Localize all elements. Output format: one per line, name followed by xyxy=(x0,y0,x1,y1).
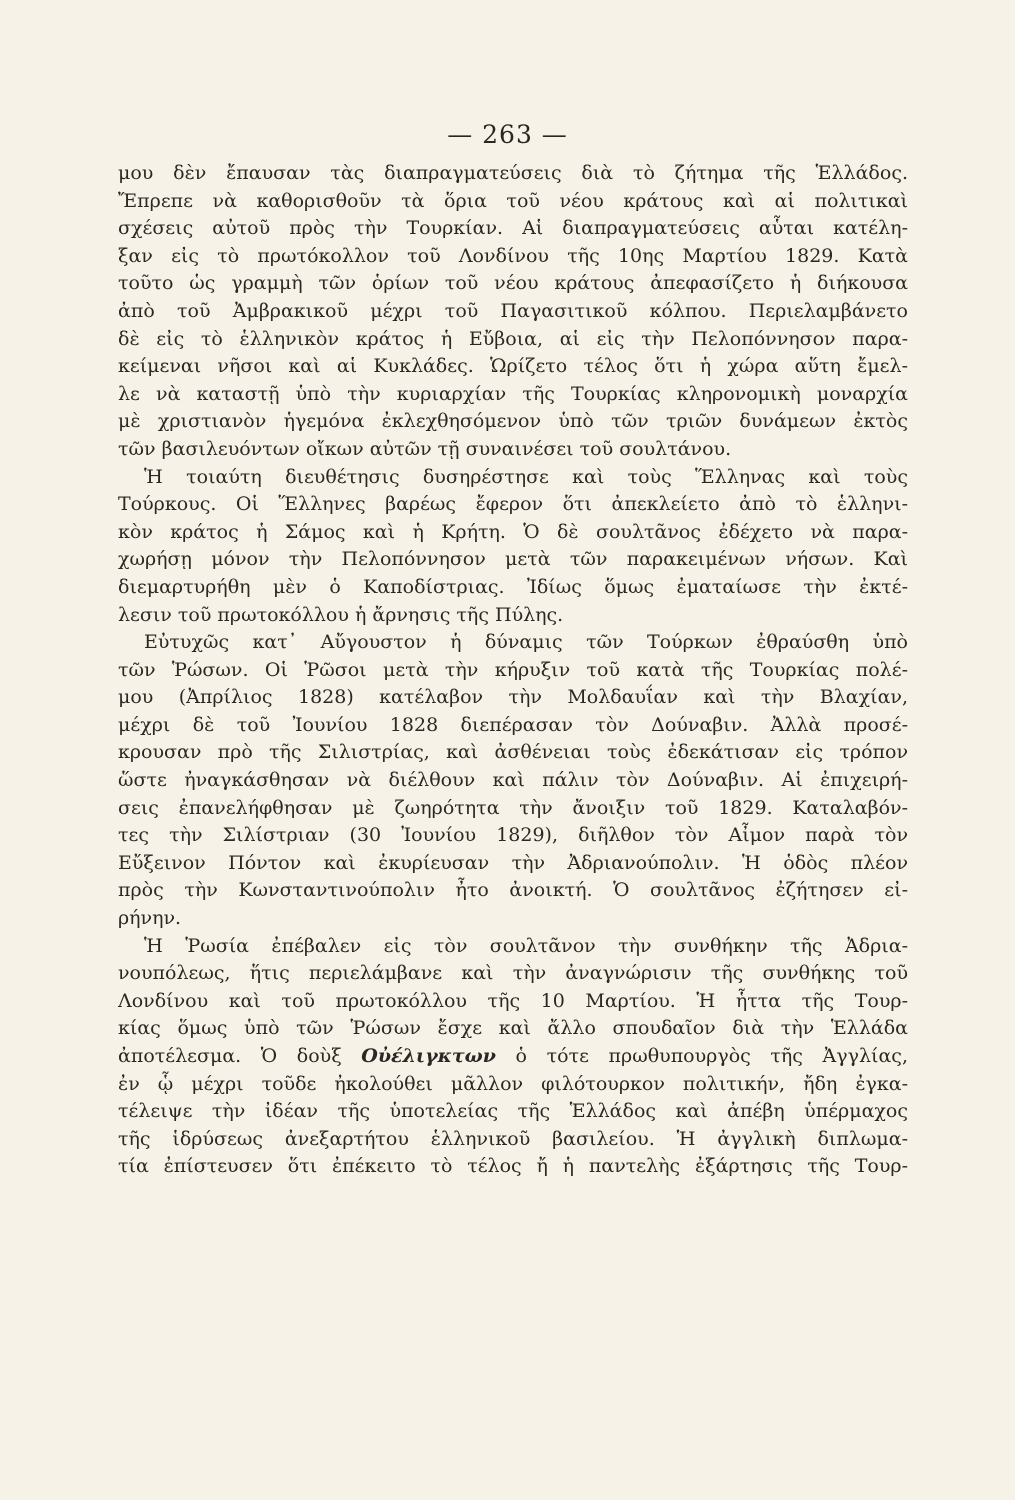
text-line: κὸν κράτος ἡ Σάμος καὶ ἡ Κρήτη. Ὁ δὲ σουλτᾶνος ἐδέχετο νὰ παρα- xyxy=(118,520,908,543)
text-line: τῆς ἱδρύσεως ἀνεξαρτήτου ἑλληνικοῦ βασιλείου. Ἡ ἀγγλικὴ διπλωμα- xyxy=(118,1127,908,1150)
text-line: Εὔξεινον Πόντον καὶ ἐκυρίευσαν τὴν Ἀδριανούπολιν. Ἡ ὁδὸς πλέον xyxy=(118,851,908,874)
text-line: τῶν βασιλευόντων οἴκων αὐτῶν τῇ συναινέσει τοῦ σουλτάνου. xyxy=(118,437,732,460)
text-line: μέχρι δὲ τοῦ Ἰουνίου 1828 διεπέρασαν τὸν Δούναβιν. Ἀλλὰ προσέ- xyxy=(118,713,908,736)
text-line: τέλειψε τὴν ἰδέαν τῆς ὑποτελείας τῆς Ἑλλάδος καὶ ἀπέβη ὑπέρμαχος xyxy=(118,1100,908,1123)
text-line: μου δὲν ἔπαυσαν τὰς διαπραγματεύσεις διὰ τὸ ζήτημα τῆς Ἑλλάδος. xyxy=(118,162,908,184)
text-line: χωρήσῃ μόνον τὴν Πελοπόννησον μετὰ τῶν παρακειμένων νήσων. Καὶ xyxy=(118,548,908,571)
text-line: τία ἐπίστευσεν ὅτι ἐπέκειτο τὸ τέλος ἤ ἡ παντελὴς ἐξάρτησις τῆς Τουρ- xyxy=(118,1155,908,1178)
text-line: ἀπὸ τοῦ Ἀμβρακικοῦ μέχρι τοῦ Παγασιτικοῦ κόλπου. Περιελαμβάνετο xyxy=(118,299,908,322)
page-number: — 263 — xyxy=(447,120,568,149)
text-line: Λονδίνου καὶ τοῦ πρωτοκόλλου τῆς 10 Μαρτίου. Ἡ ἧττα τῆς Τουρ- xyxy=(118,989,908,1012)
text-line: μὲ χριστιανὸν ἡγεμόνα ἐκλεχθησόμενον ὑπὸ τῶν τριῶν δυνάμεων ἐκτὸς xyxy=(118,410,908,433)
text-line: ἐν ᾧ μέχρι τοῦδε ἠκολούθει μᾶλλον φιλότουρκον πολιτικήν, ἤδη ἐγκα- xyxy=(118,1072,908,1095)
text-line: ὥστε ἠναγκάσθησαν νὰ διέλθουν καὶ πάλιν τὸν Δούναβιν. Αἱ ἐπιχειρή- xyxy=(118,769,908,792)
text-line: ρήνην. xyxy=(118,907,182,930)
text-line: διεμαρτυρήθη μὲν ὁ Καποδίστριας. Ἰδίως ὅμως ἐματαίωσε τὴν ἐκτέ- xyxy=(118,575,908,598)
text-line: Ἡ Ῥωσία ἐπέβαλεν εἰς τὸν σουλτᾶνον τὴν συνθήκην τῆς Ἀδρια- xyxy=(144,934,908,957)
text-line: σχέσεις αὐτοῦ πρὸς τὴν Τουρκίαν. Αἱ διαπραγματεύσεις αὗται κατέλη- xyxy=(118,217,908,240)
text-line: σεις ἐπανελήφθησαν μὲ ζωηρότητα τὴν ἄνοιξιν τοῦ 1829. Καταλαβόν- xyxy=(118,796,908,819)
text-line: Ἡ τοιαύτη διευθέτησις δυσηρέστησε καὶ τοὺς Ἕλληνας καὶ τοὺς xyxy=(144,465,908,488)
body-text xyxy=(118,160,908,1181)
wellington-name: Οὐέλιγκτων xyxy=(361,1045,496,1067)
text-line: μου (Ἀπρίλιος 1828) κατέλαβον τὴν Μολδαυΐαν καὶ τὴν Βλαχίαν, xyxy=(118,686,908,709)
text-line: τῶν Ῥώσων. Οἱ Ῥῶσοι μετὰ τὴν κήρυξιν τοῦ κατὰ τῆς Τουρκίας πολέ- xyxy=(118,658,908,681)
text-line: Εὐτυχῶς κατ᾽ Αὔγουστον ἡ δύναμις τῶν Τούρκων ἐθραύσθη ὑπὸ xyxy=(144,631,908,654)
text-line: κρουσαν πρὸ τῆς Σιλιστρίας, καὶ ἀσθένειαι τοὺς ἐδεκάτισαν εἰς τρόπον xyxy=(118,741,908,764)
text-line: νουπόλεως, ἥτις περιελάμβανε καὶ τὴν ἀναγνώρισιν τῆς συνθήκης τοῦ xyxy=(118,962,908,985)
text-line: Ἔπρεπε νὰ καθορισθοῦν τὰ ὅρια τοῦ νέου κράτους καὶ αἱ πολιτικαὶ xyxy=(118,189,908,212)
text-line: Τούρκους. Οἱ Ἕλληνες βαρέως ἔφερον ὅτι ἀπεκλείετο ἀπὸ τὸ ἑλληνι- xyxy=(118,493,908,516)
text-line: λε νὰ καταστῇ ὑπὸ τὴν κυριαρχίαν τῆς Τουρκίας κληρονομικὴ μοναρχία xyxy=(118,382,908,405)
text-line: ἀποτέλεσμα. Ὁ δοὺξ Οὐέλιγκτων ὁ τότε πρωθυπουργὸς τῆς Ἀγγλίας, xyxy=(118,1045,908,1067)
text-line: δὲ εἰς τὸ ἑλληνικὸν κράτος ἡ Εὔβοια, αἱ εἰς τὴν Πελοπόννησον παρα- xyxy=(118,327,908,350)
text-line: κίας ὅμως ὑπὸ τῶν Ῥώσων ἔσχε καὶ ἄλλο σπουδαῖον διὰ τὴν Ἑλλάδα xyxy=(118,1017,908,1040)
text-line: ξαν εἰς τὸ πρωτόκολλον τοῦ Λονδίνου τῆς 10ης Μαρτίου 1829. Κατὰ xyxy=(118,244,908,267)
text-line: πρὸς τὴν Κωνσταντινούπολιν ἦτο ἀνοικτή. Ὁ σουλτᾶνος ἐζήτησεν εἰ- xyxy=(118,879,908,902)
text-line: κείμεναι νῆσοι καὶ αἱ Κυκλάδες. Ὡρίζετο τέλος ὅτι ἡ χώρα αὕτη ἔμελ- xyxy=(118,355,908,378)
text-line: λεσιν τοῦ πρωτοκόλλου ἡ ἄρνησις τῆς Πύλης. xyxy=(118,603,564,626)
text-line: τοῦτο ὡς γραμμὴ τῶν ὁρίων τοῦ νέου κράτους ἀπεφασίζετο ἡ διήκουσα xyxy=(118,272,908,295)
text-line: τες τὴν Σιλίστριαν (30 Ἰουνίου 1829), διῆλθον τὸν Αἶμον παρὰ τὸν xyxy=(118,824,908,847)
